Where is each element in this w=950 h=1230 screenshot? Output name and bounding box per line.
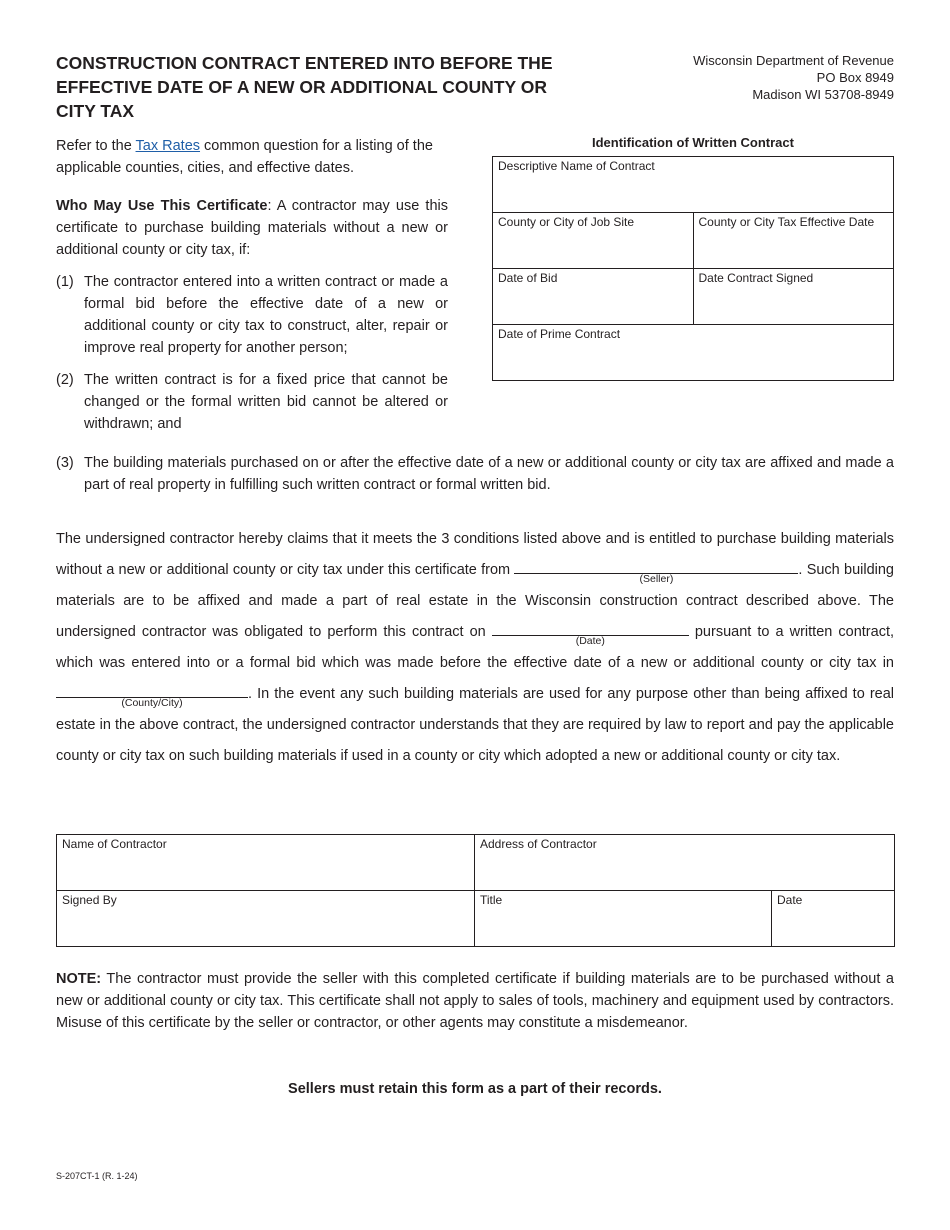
condition-item (56, 452, 894, 496)
field-label: County or City of Job Site (498, 215, 635, 229)
identification-title: Identification of Written Contract (592, 135, 794, 150)
field-label: Date of Bid (498, 271, 558, 285)
seller-blank[interactable] (514, 558, 798, 585)
date-contract-signed-field[interactable] (693, 269, 894, 325)
intro-text-before: Refer to the (56, 138, 136, 154)
prime-contract-date-field[interactable] (493, 325, 894, 381)
intro-text-after: common question for a listing of the applicable counties, cities, and effective dates. (56, 138, 433, 176)
contractor-table (56, 834, 895, 947)
date-caption: (Date) (575, 635, 605, 647)
note-text: The contractor must provide the seller with this completed certificate if building materials are to be purchased without a new or additional county or city tax. This certificate shall not apply to sales of tools, machinery and equipment used by contractors. Misuse of this certificate by the seller or contractor, or other agents may constitute a misdemeanor. (56, 971, 894, 1031)
agency-name: Wisconsin Department of Revenue (693, 53, 894, 68)
tax-effective-date-field[interactable] (693, 213, 894, 269)
who-heading: Who May Use This Certificate (56, 198, 268, 214)
agency-po-box: PO Box 8949 (816, 70, 894, 85)
agency-city: Madison WI 53708-8949 (752, 87, 894, 102)
identification-table (492, 156, 894, 381)
field-label: Name of Contractor (62, 837, 167, 851)
agency-address (693, 52, 894, 103)
signed-by-field[interactable] (57, 891, 475, 947)
descriptive-name-field[interactable] (493, 157, 894, 213)
condition-text: The building materials purchased on or after the effective date of a new or additional county or city tax are affixed and made a part of real property in fulfilling such written contract or formal written bid. (84, 455, 894, 493)
contractor-address-field[interactable] (475, 835, 895, 891)
county-city-caption: (County/City) (121, 697, 183, 709)
who-may-use-paragraph (56, 195, 448, 261)
seller-caption: (Seller) (639, 573, 674, 585)
intro-paragraph (56, 135, 451, 179)
title-field[interactable] (475, 891, 772, 947)
field-label: Descriptive Name of Contract (498, 159, 655, 173)
who-text: : A contractor may use this certificate to purchase building materials without a new or additional county or city tax, if: (56, 198, 448, 258)
field-label: Signed By (62, 893, 117, 907)
title-line: CITY TAX (56, 101, 135, 121)
claim-text: . Such building materials are to be affixed and made a part of real estate in the Wisconsin construction contract described above. The undersigned contractor was obligated to perform this contract on (56, 562, 894, 640)
condition-text: The written contract is for a fixed price that cannot be changed or the formal written bid cannot be altered or withdrawn; and (84, 372, 448, 432)
claim-text: . In the event any such building materials are used for any purpose other than being affixed to real estate in the above contract, the undersigned contractor understands that they are required by law to report and pay the applicable county or city tax on such building materials if used in a county or city which adopted a new or additional county or city tax. (56, 686, 894, 764)
condition-number: (3) (56, 455, 74, 471)
job-site-field[interactable] (493, 213, 694, 269)
note-paragraph (56, 968, 894, 1034)
condition-text: The contractor entered into a written contract or made a formal bid before the effective date of a new or additional county or city tax to construct, alter, repair or improve real property for another person; (84, 274, 448, 356)
field-label: Title (480, 893, 503, 907)
condition-item (56, 369, 448, 435)
title-line: EFFECTIVE DATE OF A NEW OR ADDITIONAL COUNTY OR (56, 77, 547, 97)
tax-rates-link[interactable]: Tax Rates (135, 138, 201, 154)
retain-notice: Sellers must retain this form as a part of their records. (288, 1081, 662, 1097)
claim-text: pursuant to a written contract, which was entered into or a formal bid which was made before the effective date of a new or additional county or city tax in (56, 624, 894, 671)
date-blank[interactable] (492, 620, 689, 647)
date-field[interactable] (772, 891, 895, 947)
claim-text: The undersigned contractor hereby claims that it meets the 3 conditions listed above and is entitled to purchase building materials without a new or additional county or city tax under this certificate from (56, 531, 894, 578)
field-label: Date of Prime Contract (498, 327, 621, 341)
contractor-name-field[interactable] (57, 835, 475, 891)
title-line: CONSTRUCTION CONTRACT ENTERED INTO BEFORE THE (56, 53, 553, 73)
field-label: Date (777, 893, 803, 907)
form-number: S-207CT-1 (R. 1-24) (56, 1171, 138, 1181)
claim-paragraph (56, 524, 894, 772)
note-label: NOTE: (56, 971, 102, 987)
form-title (56, 51, 616, 123)
field-label: County or City Tax Effective Date (698, 215, 875, 229)
county-city-blank[interactable] (56, 682, 248, 709)
condition-number: (2) (56, 372, 74, 388)
condition-number: (1) (56, 274, 74, 290)
date-of-bid-field[interactable] (493, 269, 694, 325)
condition-item (56, 271, 448, 359)
field-label: Date Contract Signed (698, 271, 814, 285)
field-label: Address of Contractor (480, 837, 597, 851)
